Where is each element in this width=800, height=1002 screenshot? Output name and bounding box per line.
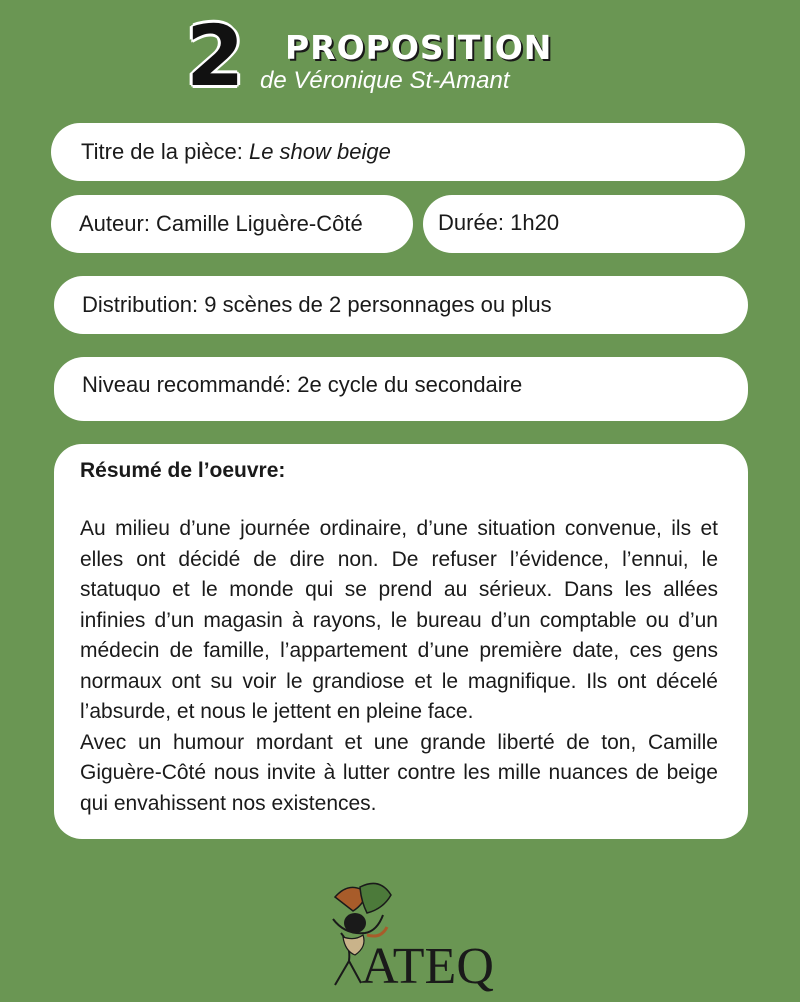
logo-leaf-shape [360, 883, 391, 913]
title-label: Titre de la pièce: [81, 139, 243, 164]
duration-text: Durée: 1h20 [438, 210, 560, 235]
summary-paragraph-2: Avec un humour mordant et une grande liberté de ton, Camille Giguère-Côté nous invite à lutter contre les mille nuances de beige qui envahissent nos existences. [80, 730, 718, 815]
summary-heading: Résumé de l’oeuvre: [80, 459, 286, 482]
proposition-title: PROPOSITION [285, 28, 553, 67]
header [0, 0, 800, 110]
author-text: Auteur: Camille Liguère-Côté [79, 211, 363, 236]
proposition-byline: de Véronique St-Amant [260, 67, 510, 94]
level-text: Niveau recommandé: 2e cycle du secondaire [82, 372, 523, 397]
summary-paragraph-1: Au milieu d’une journée ordinaire, d’une situation convenue, ils et elles ont décidé de dire non. De refuser l’évidence, l’ennui, le statuquo et le monde qui se prend au sérieux. Dans les allées infinies d’un magasin à rayons, le bureau d’un comptable ou d’un médecin de famille, l’appartement d’une première date, ces gens normaux ont su voir le grandiose et le magnifique. Ils ont décelé l’absurde, et nous le jettent en pleine face. [80, 517, 718, 723]
author-pill [51, 195, 413, 253]
ateq-logo [305, 875, 505, 993]
title-value: Le show beige [248, 139, 391, 164]
distribution-text: Distribution: 9 scènes de 2 personnages ou plus [82, 292, 552, 317]
distribution-pill [54, 276, 748, 334]
proposal-number: 2 [186, 7, 245, 105]
duration-pill [423, 195, 745, 253]
summary-card [54, 444, 748, 839]
level-pill [54, 357, 748, 421]
title-pill [51, 123, 745, 181]
logo-text: ATEQ [361, 938, 494, 993]
